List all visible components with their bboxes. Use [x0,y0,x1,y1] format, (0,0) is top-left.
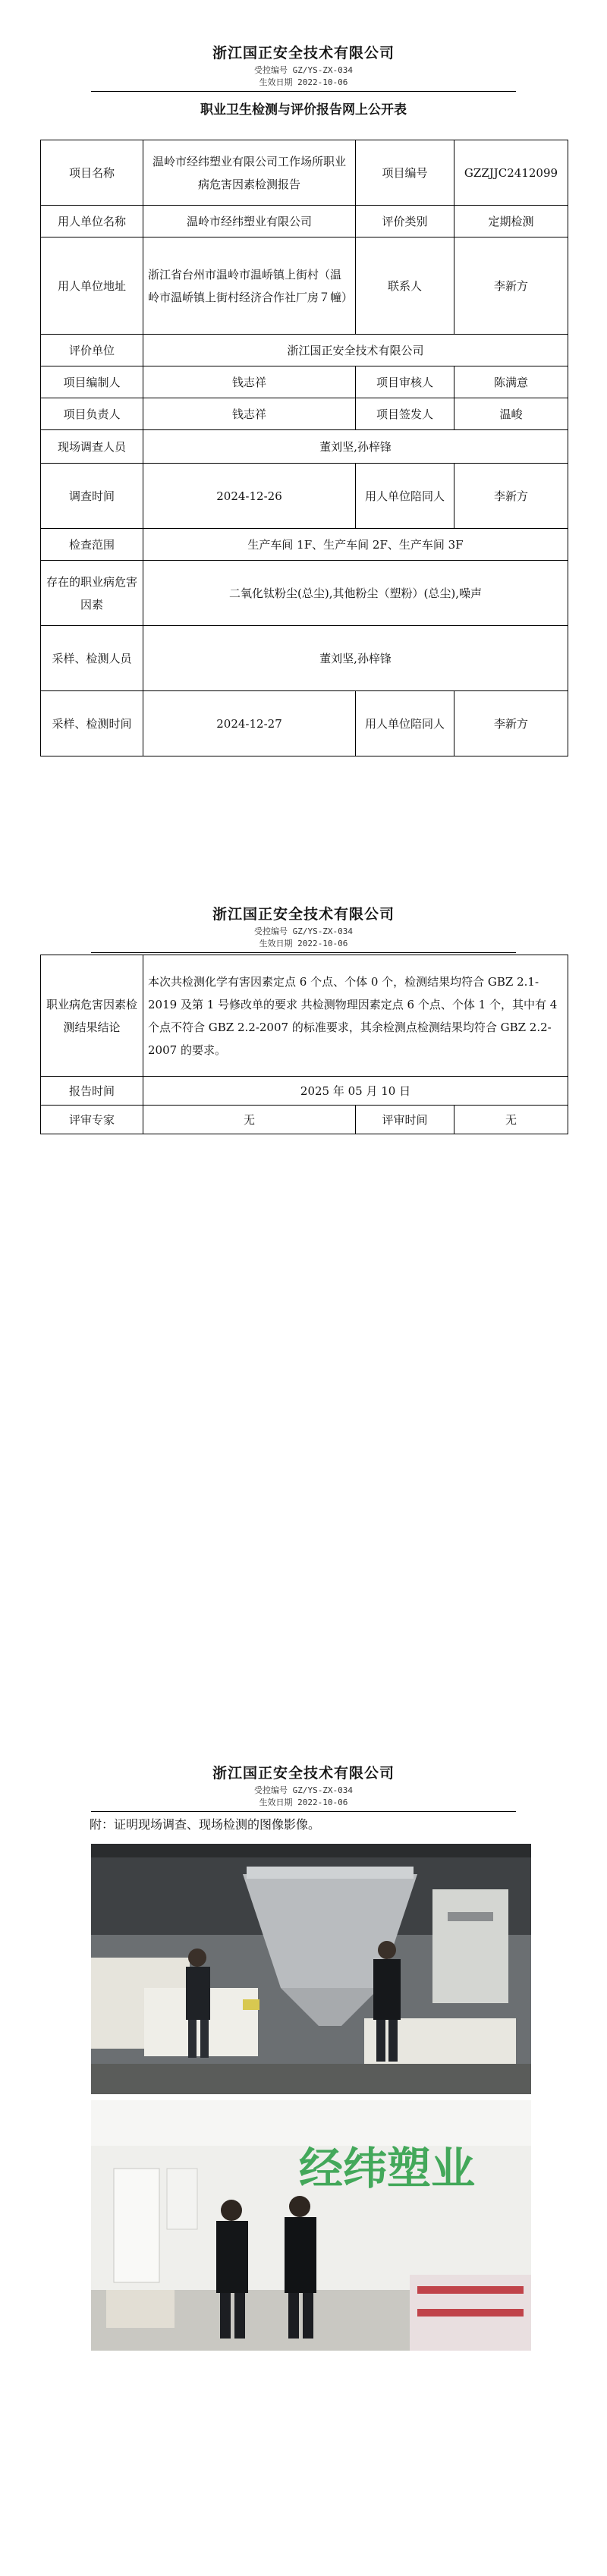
control-number: 受控编号 GZ/YS-ZX-034 [253,1785,354,1795]
reviewer-label: 项目审核人 [356,366,454,398]
issuer-value: 温峻 [454,398,568,430]
employer-value: 温岭市经纬塑业有限公司 [143,206,356,237]
escort2-value: 李新方 [454,691,568,756]
address-value: 浙江省台州市温岭市温峤镇上街村（温岭市温峤镇上街村经济合作社厂房７幢） [143,237,356,335]
project-no-label: 项目编号 [356,140,454,206]
investigators-value: 董刘坚,孙梓锋 [143,430,568,464]
conclusion-label: 职业病危害因素检测结果结论 [41,955,143,1077]
expert-label: 评审专家 [41,1106,143,1134]
eval-type-label: 评价类别 [356,206,454,237]
sample-time-label: 采样、检测时间 [41,691,143,756]
compiler-value: 钱志祥 [143,366,356,398]
report-time-label: 报告时间 [41,1077,143,1106]
company-header: 浙江国正安全技术有限公司 [212,1765,395,1782]
address-label: 用人单位地址 [41,237,143,335]
samplers-label: 采样、检测人员 [41,626,143,691]
leader-value: 钱志祥 [143,398,356,430]
header-rule [91,1811,516,1812]
hazards-value: 二氧化钛粉尘(总尘),其他粉尘（塑粉）(总尘),噪声 [143,561,568,626]
disclosure-table [40,140,568,756]
employer-label: 用人单位名称 [41,206,143,237]
project-name-label: 项目名称 [41,140,143,206]
project-no-value: GZZJJC2412099 [454,140,568,206]
control-number: 受控编号 GZ/YS-ZX-034 [253,65,354,75]
escort-value: 李新方 [454,464,568,529]
contact-value: 李新方 [454,237,568,335]
samplers-value: 董刘坚,孙梓锋 [143,626,568,691]
effective-date: 生效日期 2022-10-06 [259,1798,348,1807]
conclusion-table [40,955,568,1134]
conclusion-value: 本次共检测化学有害因素定点 6 个点、个体 0 个，检测结果均符合 GBZ 2.1-2019 及第 1 号修改单的要求 共检测物理因素定点 6 个点、个体 1 个，其中有 4 个点不符合 GBZ 2.2-2007 的标准要求，其余检测点检测结果均符合 GBZ 2.2-2007 的要求。 [143,955,568,1077]
effective-date: 生效日期 2022-10-06 [259,939,348,948]
company-sign: 经纬塑业 [298,2143,476,2194]
reviewer-value: 陈满意 [454,366,568,398]
contact-label: 联系人 [356,237,454,335]
eval-type-value: 定期检测 [454,206,568,237]
survey-time-value: 2024-12-26 [143,464,356,529]
review-time-value: 无 [454,1106,568,1134]
eval-unit-value: 浙江国正安全技术有限公司 [143,335,568,366]
survey-time-label: 调查时间 [41,464,143,529]
escort2-label: 用人单位陪同人 [356,691,454,756]
page-title: 职业卫生检测与评价报告网上公开表 [200,102,407,118]
scope-label: 检查范围 [41,529,143,561]
investigators-label: 现场调查人员 [41,430,143,464]
eval-unit-label: 评价单位 [41,335,143,366]
company-header: 浙江国正安全技术有限公司 [212,45,395,61]
report-time-value: 2025 年 05 月 10 日 [143,1077,568,1106]
compiler-label: 项目编制人 [41,366,143,398]
expert-value: 无 [143,1106,356,1134]
project-name-value: 温岭市经纬塑业有限公司工作场所职业病危害因素检测报告 [143,140,356,206]
effective-date: 生效日期 2022-10-06 [259,77,348,87]
attachment-note: 附：证明现场调查、现场检测的图像影像。 [90,1817,321,1832]
escort-label: 用人单位陪同人 [356,464,454,529]
site-photo-office [91,2100,531,2351]
site-photo-warehouse [91,1844,531,2094]
company-header: 浙江国正安全技术有限公司 [212,906,395,923]
control-number: 受控编号 GZ/YS-ZX-034 [253,926,354,936]
leader-label: 项目负责人 [41,398,143,430]
issuer-label: 项目签发人 [356,398,454,430]
header-rule [91,952,516,953]
hazards-label: 存在的职业病危害因素 [41,561,143,626]
scope-value: 生产车间 1F、生产车间 2F、生产车间 3F [143,529,568,561]
review-time-label: 评审时间 [356,1106,454,1134]
header-rule [91,91,516,92]
sample-time-value: 2024-12-27 [143,691,356,756]
